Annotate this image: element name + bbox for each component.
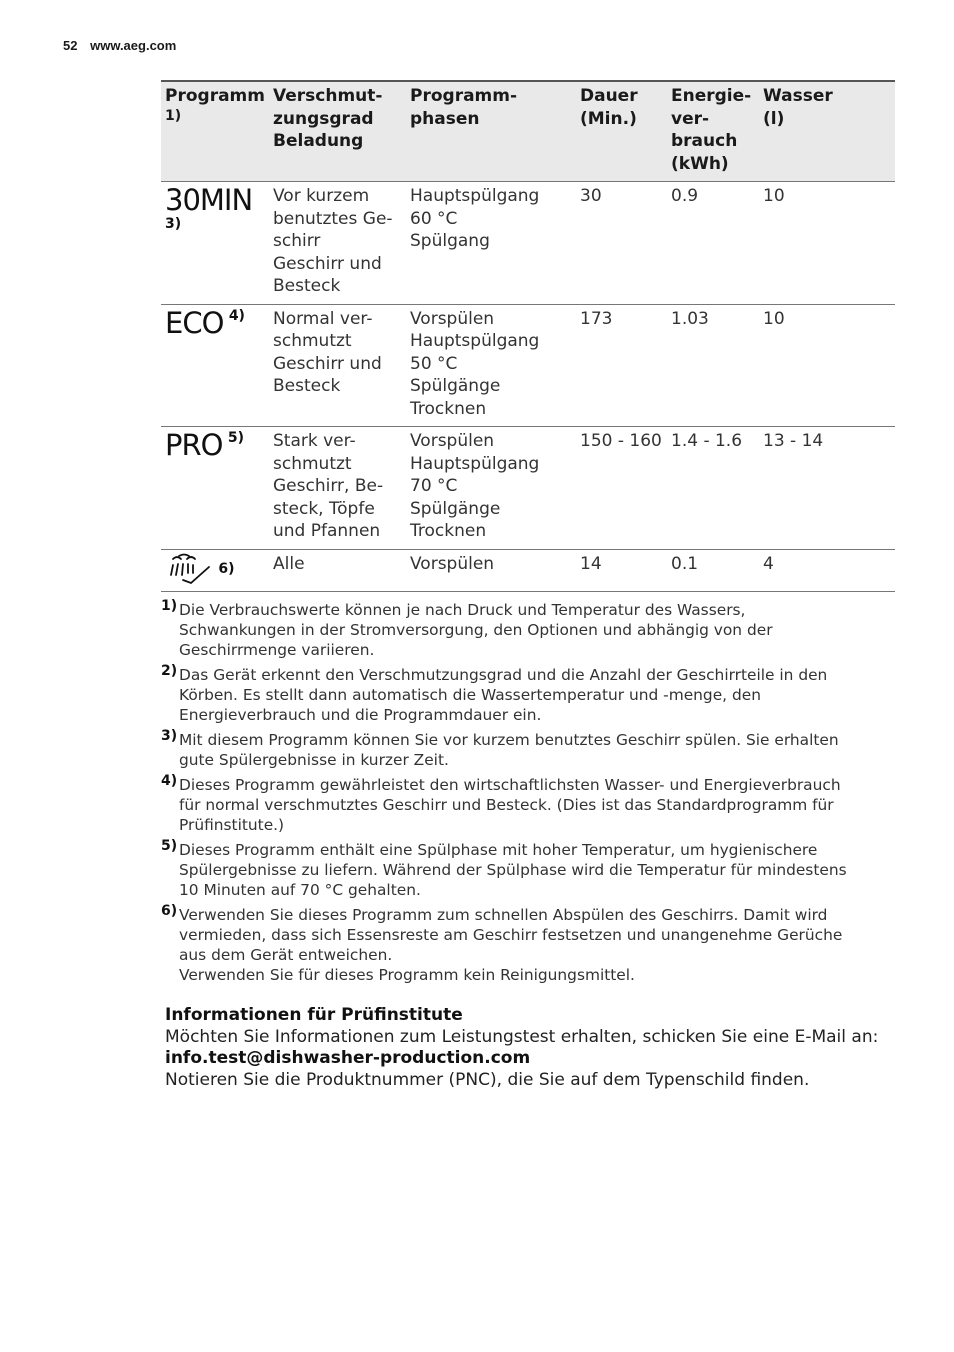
soil-cell xyxy=(269,304,406,427)
text-line: Geschirr, Be- xyxy=(273,476,384,496)
text-line: schirr xyxy=(273,231,321,251)
text-line: und Pfannen xyxy=(273,521,381,541)
footnote-number: 5) xyxy=(161,838,178,854)
program-cell xyxy=(161,549,269,591)
text-line: Dieses Programm gewährleistet den wirtschaftlichsten Wasser- und Energieverbrauch xyxy=(179,776,841,794)
table-row xyxy=(161,427,895,550)
text-line: Verwenden Sie für dieses Programm kein Reinigungsmittel. xyxy=(179,966,635,984)
text-line: 10 Minuten auf 70 °C gehalten. xyxy=(179,881,421,899)
water-cell: 10 xyxy=(759,304,895,427)
text-line: Spülgänge xyxy=(410,498,501,519)
text-line: steck, Töpfe xyxy=(273,498,375,519)
table-row xyxy=(161,182,895,305)
program-cell xyxy=(161,182,269,305)
text-line: Das Gerät erkennt den Verschmutzungsgrad und die Anzahl der Geschirrteile in den xyxy=(179,666,828,684)
info-email-link[interactable]: info.test@dishwasher-production.com xyxy=(165,1048,531,1068)
info-line: Möchten Sie Informationen zum Leistungstest erhalten, schicken Sie eine E-Mail an: xyxy=(165,1026,879,1047)
soil-cell xyxy=(269,182,406,305)
col-header-program-note: 1) xyxy=(165,107,182,124)
text-line: benutztes Ge- xyxy=(273,208,393,229)
text-line: vermieden, dass sich Essensreste am Geschirr festsetzen und unangenehme Gerüche xyxy=(179,926,843,944)
text-line: phasen xyxy=(410,108,480,129)
phases-cell xyxy=(406,182,576,305)
text-line: Die Verbrauchswerte können je nach Druck und Temperatur des Wassers, xyxy=(179,601,746,619)
text-line: gute Spülergebnisse in kurzer Zeit. xyxy=(179,751,449,769)
text-line: Spülgänge xyxy=(410,376,501,396)
program-cell xyxy=(161,427,269,550)
duration-cell: 14 xyxy=(576,549,667,591)
text-line: Dauer xyxy=(580,86,638,106)
text-line: Trocknen xyxy=(410,521,487,541)
text-line: Verschmut- xyxy=(273,86,383,106)
footnote xyxy=(161,775,885,835)
text-line: Prüfinstitute.) xyxy=(179,816,285,834)
footnote-number: 1) xyxy=(161,598,178,614)
energy-cell: 1.4 - 1.6 xyxy=(667,427,759,550)
soil-cell xyxy=(269,427,406,550)
water-cell: 13 - 14 xyxy=(759,427,895,550)
rinse-hold-icon xyxy=(165,553,213,585)
text-line: Dieses Programm enthält eine Spülphase mit hoher Temperatur, um hygienischere xyxy=(179,841,818,859)
text-line: Besteck xyxy=(273,276,341,296)
program-note: 3) xyxy=(165,215,182,232)
text-line: 70 °C xyxy=(410,476,458,496)
text-line: zungsgrad xyxy=(273,108,374,129)
text-line: Wasser xyxy=(763,86,833,106)
text-line: Spülgang xyxy=(410,231,490,251)
col-header-program: Programm 1) xyxy=(161,81,269,182)
program-cell xyxy=(161,304,269,427)
water-cell: 10 xyxy=(759,182,895,305)
text-line: (l) xyxy=(763,108,785,129)
text-line: Normal ver- xyxy=(273,308,373,329)
text-line: 60 °C xyxy=(410,208,458,229)
text-line: schmutzt xyxy=(273,331,352,351)
text-line: Verwenden Sie dieses Programm zum schnellen Abspülen des Geschirrs. Damit wird xyxy=(179,906,828,924)
duration-cell: 173 xyxy=(576,304,667,427)
text-line: Vorspülen xyxy=(410,308,495,329)
text-line: Alle xyxy=(273,553,305,574)
text-line: Hauptspülgang xyxy=(410,331,540,351)
footnote-number: 2) xyxy=(161,663,178,679)
footnote xyxy=(161,600,885,660)
text-line: Körben. Es stellt dann automatisch die Wassertemperatur und -menge, den xyxy=(179,686,761,704)
text-line: Besteck xyxy=(273,376,341,396)
text-line: Vorspülen xyxy=(410,431,495,451)
text-line: Vorspülen xyxy=(410,553,495,574)
text-line: Energieverbrauch und die Programmdauer ein. xyxy=(179,706,542,724)
footnote-number: 6) xyxy=(161,903,178,919)
text-line: 50 °C xyxy=(410,353,458,374)
text-line: Vor kurzem xyxy=(273,186,370,206)
footnotes xyxy=(161,600,885,990)
energy-cell: 1.03 xyxy=(667,304,759,427)
table-row xyxy=(161,549,895,591)
duration-cell: 30 xyxy=(576,182,667,305)
text-line: (kWh) xyxy=(671,153,729,174)
footnote xyxy=(161,840,885,900)
info-line: Notieren Sie die Produktnummer (PNC), die Sie auf dem Typenschild finden. xyxy=(165,1069,810,1090)
page-header xyxy=(63,38,176,53)
soil-cell xyxy=(269,549,406,591)
text-line: Programm- xyxy=(410,86,518,106)
program-note: 6) xyxy=(218,560,235,577)
footnote xyxy=(161,665,885,725)
col-header-soil xyxy=(269,81,406,182)
text-line: ver- xyxy=(671,108,710,129)
duration-cell: 150 - 160 xyxy=(576,427,667,550)
col-header-water xyxy=(759,81,895,182)
text-line: Energie- xyxy=(671,86,752,106)
text-line: Schwankungen in der Stromversorgung, den Optionen und abhängig von der xyxy=(179,621,773,639)
col-header-phases xyxy=(406,81,576,182)
info-heading: Informationen für Prüfinstitute xyxy=(165,1005,463,1025)
program-table xyxy=(161,80,895,592)
table-header-row xyxy=(161,81,895,182)
phases-cell xyxy=(406,549,576,591)
program-label-eco: ECO xyxy=(165,305,224,340)
footnote-number: 3) xyxy=(161,728,178,744)
text-line: Geschirr und xyxy=(273,253,382,274)
text-line: Stark ver- xyxy=(273,431,356,451)
text-line: für normal verschmutztes Geschirr und Besteck. (Dies ist das Standardprogramm für xyxy=(179,796,834,814)
website-link[interactable]: www.aeg.com xyxy=(90,38,177,53)
program-note: 5) xyxy=(227,430,245,446)
table-row xyxy=(161,304,895,427)
phases-cell xyxy=(406,304,576,427)
text-line: Beladung xyxy=(273,131,364,151)
text-line: Spülergebnisse zu liefern. Während der Spülphase wird die Temperatur für mindestens xyxy=(179,861,847,879)
text-line: aus dem Gerät entweichen. xyxy=(179,946,393,964)
water-cell: 4 xyxy=(759,549,895,591)
page-number: 52 xyxy=(63,38,78,53)
program-note: 4) xyxy=(228,307,245,324)
test-institute-info xyxy=(165,1005,889,1091)
phases-cell xyxy=(406,427,576,550)
text-line: Hauptspülgang xyxy=(410,186,540,206)
footnote-number: 4) xyxy=(161,773,178,789)
energy-cell: 0.1 xyxy=(667,549,759,591)
text-line: (Min.) xyxy=(580,108,637,129)
program-label-30min: 30MIN xyxy=(165,183,253,217)
footnote xyxy=(161,905,885,985)
text-line: Mit diesem Programm können Sie vor kurzem benutztes Geschirr spülen. Sie erhalten xyxy=(179,731,839,749)
text-line: Hauptspülgang xyxy=(410,453,540,474)
program-label-pro: PRO xyxy=(165,428,223,462)
text-line: Geschirrmenge variieren. xyxy=(179,641,375,659)
col-header-duration xyxy=(576,81,667,182)
text-line: Geschirr und xyxy=(273,353,382,374)
footnote xyxy=(161,730,885,770)
col-header-energy xyxy=(667,81,759,182)
text-line: Trocknen xyxy=(410,398,487,419)
text-line: brauch xyxy=(671,131,738,151)
energy-cell: 0.9 xyxy=(667,182,759,305)
text-line: schmutzt xyxy=(273,453,352,474)
